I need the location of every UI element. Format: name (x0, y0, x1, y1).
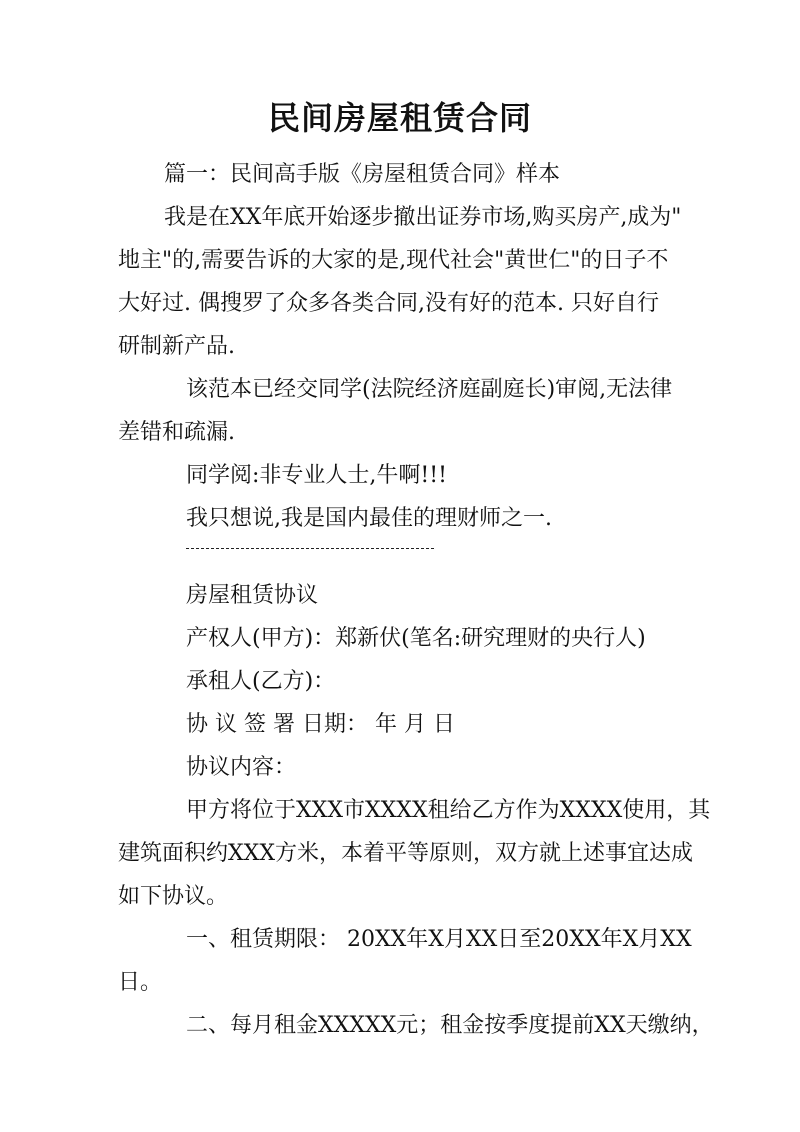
paragraph-line: 研制新产品. (118, 334, 235, 359)
paragraph-line: 差错和疏漏. (118, 420, 235, 445)
paragraph-line: 日。 (118, 970, 163, 995)
document-title: 民间房屋租赁合同 (267, 99, 532, 137)
paragraph-line: 产权人(甲方)：郑新伏(笔名:研究理财的央行人) (186, 626, 646, 651)
paragraph-line: 同学阅:非专业人士,牛啊!!! (186, 463, 447, 488)
paragraph-line: 协 议 签 署 日期： 年 月 日 (186, 712, 455, 737)
paragraph-line: 建筑面积约XXX方米，本着平等原则，双方就上述事宜达成 (118, 841, 693, 866)
paragraph-line: 地主"的,需要告诉的大家的是,现代社会"黄世仁"的日子不 (118, 248, 669, 273)
paragraph-line: 二、每月租金XXXXX元；租金按季度提前XX天缴纳， (186, 1013, 714, 1038)
paragraph-line: 篇一：民间高手版《房屋租赁合同》样本 (164, 162, 561, 187)
dashed-divider (186, 548, 434, 549)
paragraph-line: 我是在XX年底开始逐步撤出证券市场,购买房产,成为" (164, 205, 682, 230)
paragraph-line: 大好过. 偶搜罗了众多各类合同,没有好的范本. 只好自行 (118, 291, 659, 316)
paragraph-line: 该范本已经交同学(法院经济庭副庭长)审阅,无法律 (186, 377, 673, 402)
paragraph-line: 协议内容： (186, 755, 297, 780)
paragraph-line: 承租人(乙方)： (186, 669, 336, 694)
paragraph-line: 我只想说,我是国内最佳的理财师之一. (186, 506, 552, 531)
paragraph-line: 如下协议。 (118, 884, 229, 909)
paragraph-line: 一、租赁期限： 20XX年X月XX日至20XX年X月XX (186, 927, 692, 952)
paragraph-line: 甲方将位于XXX市XXXX租给乙方作为XXXX使用，其 (186, 798, 711, 823)
section-heading: 房屋租赁协议 (186, 583, 319, 608)
